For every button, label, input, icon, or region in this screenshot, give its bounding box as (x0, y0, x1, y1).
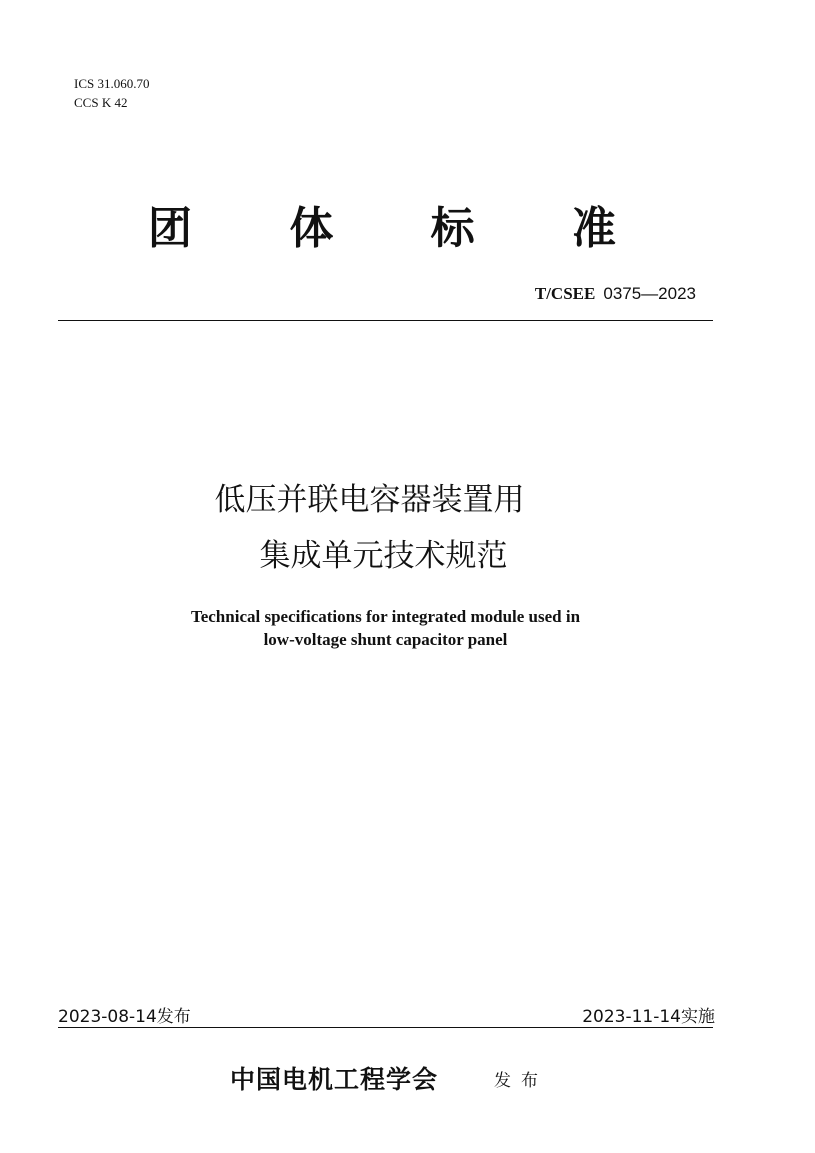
publisher-name: 中国电机工程学会 (230, 1065, 439, 1094)
category-char-2: 体 (289, 203, 336, 254)
title-zh-line1: 低压并联电容器装置用 (214, 482, 525, 518)
title-en-line2: low-voltage shunt capacitor panel (263, 630, 508, 649)
category-char-1: 团 (148, 203, 194, 254)
classification-codes (74, 74, 149, 112)
category-char-4: 准 (571, 203, 618, 254)
effective-date: 2023-11-14实施 (582, 1007, 715, 1027)
publish-date: 2023-08-14发布 (58, 1007, 191, 1027)
ccs-code: CCS K 42 (74, 95, 128, 110)
publisher-action: 发布 (494, 1071, 548, 1091)
title-zh-line2: 集成单元技术规范 (259, 538, 508, 574)
standard-code: 0375—2023 (603, 284, 696, 303)
bottom-divider (58, 1027, 713, 1028)
category-title (148, 192, 618, 256)
ics-code: ICS 31.060.70 (74, 76, 150, 91)
title-en-line1: Technical specifications for integrated module used in (190, 607, 581, 626)
category-char-3: 标 (430, 203, 477, 254)
standard-org: T/CSEE (534, 284, 596, 303)
standard-number (535, 284, 696, 304)
top-divider (58, 320, 713, 321)
